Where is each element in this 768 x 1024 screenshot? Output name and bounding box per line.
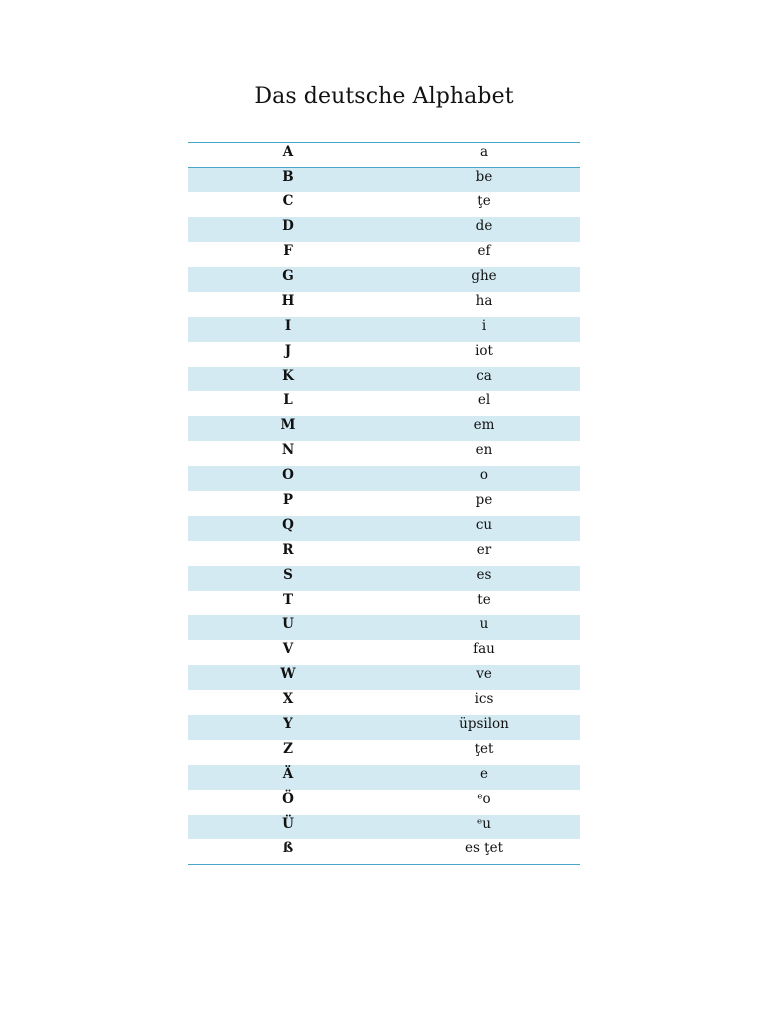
letter-cell: C [282,193,294,210]
table-row [188,416,580,441]
letter-cell: P [282,491,294,508]
letter-name-cell: ca [476,367,492,384]
table-row [188,541,580,566]
table-row [188,441,580,466]
letter-cell: M [280,417,296,434]
letter-name-cell: ef [477,243,491,260]
letter-name-cell: ve [476,666,492,683]
letter-cell: V [282,641,294,658]
letter-cell: X [282,691,294,708]
table-row [188,516,580,541]
letter-cell: K [282,367,294,384]
letter-cell: A [188,143,388,168]
letter-cell: F [283,243,293,260]
letter-name-cell: ghe [471,267,497,284]
letter-name-cell: el [477,392,491,409]
letter-name-cell: ha [475,292,493,309]
alphabet-table [188,142,580,865]
table-row [188,665,580,690]
table-row [188,591,580,616]
table-row [188,815,580,840]
letter-name-cell: a [388,143,580,168]
table-row [188,317,580,342]
table-row [188,143,580,168]
letter-name-cell: te [477,591,491,608]
letter-name-cell: ţet [474,740,494,757]
table-row [188,367,580,392]
letter-cell: H [281,292,295,309]
letter-cell: N [281,442,295,459]
letter-name-cell: de [475,218,493,235]
letter-name-cell: en [475,442,493,459]
table-row [188,217,580,242]
table-row [188,615,580,640]
table-row [188,740,580,765]
table-row [188,640,580,665]
letter-cell: Ä [282,765,294,782]
table-row [188,267,580,292]
letter-cell: L [283,392,293,409]
table-row [188,765,580,790]
letter-cell: T [282,591,294,608]
letter-cell: B [282,168,294,185]
letter-cell: R [282,541,294,558]
table-row [188,839,580,864]
letter-name-cell: üpsilon [459,715,509,732]
letter-cell: ß [282,840,294,857]
letter-cell: W [280,666,296,683]
letter-cell: S [283,566,293,583]
letter-name-cell: es ţet [464,840,504,857]
alphabet-table-body [188,143,580,865]
table-row [188,566,580,591]
table-row [188,790,580,815]
letter-name-cell: e [480,765,488,782]
table-row [188,391,580,416]
letter-name-cell: ᵉo [477,790,491,807]
table-row [188,342,580,367]
letter-cell: I [284,317,292,334]
table-row [188,167,580,192]
letter-name-cell: ţe [477,193,491,210]
letter-name-cell: ᵉu [477,815,491,832]
table-row [188,491,580,516]
letter-cell: J [284,342,292,359]
letter-name-cell: o [479,467,489,484]
letter-name-cell: u [479,616,489,633]
letter-name-cell: pe [475,491,493,508]
letter-name-cell: er [476,541,492,558]
letter-cell: G [282,267,294,284]
letter-name-cell: ics [474,691,494,708]
letter-cell: Y [283,715,293,732]
table-row [188,242,580,267]
letter-cell: Z [283,740,293,757]
table-row [188,466,580,491]
letter-name-cell: be [475,168,493,185]
table-row [188,690,580,715]
letter-cell: Q [282,516,294,533]
page-title: Das deutsche Alphabet [254,84,514,109]
table-row [188,292,580,317]
letter-cell: Ö [282,790,294,807]
letter-name-cell: fau [473,641,495,658]
letter-name-cell: cu [475,516,493,533]
letter-cell: U [282,616,294,633]
letter-name-cell: em [473,417,495,434]
letter-cell: O [282,467,294,484]
letter-name-cell: es [476,566,492,583]
letter-name-cell: i [481,317,487,334]
table-row [188,192,580,217]
letter-cell: Ü [282,815,294,832]
letter-cell: D [282,218,294,235]
letter-name-cell: iot [475,342,493,359]
table-row [188,715,580,740]
